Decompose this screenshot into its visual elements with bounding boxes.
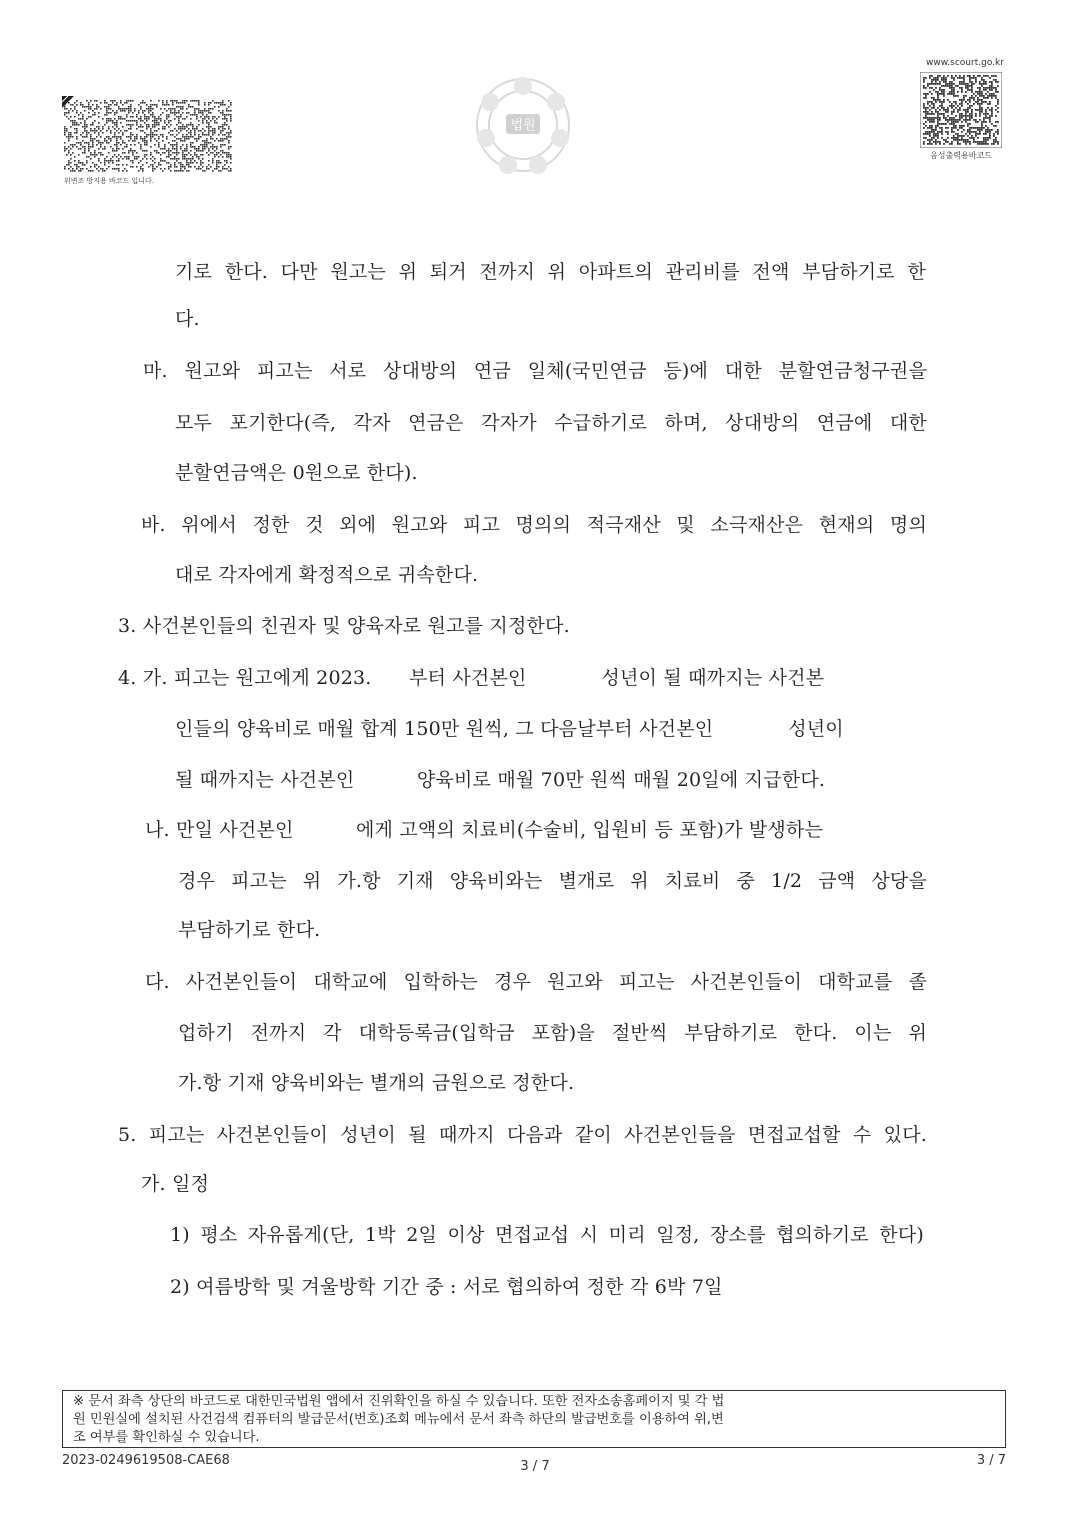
text-line: 경우 피고는 위 가.항 기재 양육비와는 별개로 위 치료비 중 1/2 금액 상당을 bbox=[178, 870, 927, 892]
notice-line: 원 민원실에 설치된 사건검색 컴퓨터의 발급문서(번호)조회 메뉴에서 문서 좌측 하단의 발급번호를 이용하여 위,변 bbox=[73, 1412, 724, 1427]
page-number-right: 3 / 7 bbox=[976, 1453, 1006, 1468]
text-line: 가. 일정 bbox=[141, 1173, 210, 1195]
notice-line: ※ 문서 좌측 상단의 바코드로 대한민국법원 앱에서 진위확인을 하실 수 있습니다. 또한 전자소송홈페이지 및 각 법 bbox=[73, 1394, 725, 1409]
text-line: 분할연금액은 0원으로 한다). bbox=[175, 462, 418, 484]
svg-text:법원: 법원 bbox=[510, 118, 536, 133]
text-line: 마. 원고와 피고는 서로 상대방의 연금 일체(국민연금 등)에 대한 분할연금청구권을 bbox=[143, 360, 927, 382]
court-seal-logo bbox=[470, 72, 576, 178]
text-line: 바. 위에서 정한 것 외에 원고와 피고 명의의 적극재산 및 소극재산은 현재의 명의 bbox=[141, 514, 927, 536]
issue-number: 2023-0249619508-CAE68 bbox=[62, 1453, 230, 1468]
text-line: 업하기 전까지 각 대학등록금(입학금 포함)을 절반씩 부담하기로 한다. 이는 위 bbox=[178, 1022, 927, 1044]
text-line: 부담하기로 한다. bbox=[178, 919, 321, 941]
barcode-caption: 위변조 방지용 바코드 입니다. bbox=[64, 177, 155, 185]
text-line: 다. 사건본인들이 대학교에 입학하는 경우 원고와 피고는 사건본인들이 대학교를 졸 bbox=[145, 971, 927, 993]
text-line: 나. 만일 사건본인 에게 고액의 치료비(수술비, 입원비 등 포함)가 발생하는 bbox=[145, 819, 824, 841]
text-line: 모두 포기한다(즉, 각자 연금은 각자가 수급하기로 하며, 상대방의 연금에 대한 bbox=[175, 412, 927, 434]
text-line: 인들의 양육비로 매월 합계 150만 원씩, 그 다음날부터 사건본인 성년이 bbox=[175, 718, 844, 740]
text-line: 2) 여름방학 및 겨울방학 기간 중 : 서로 협의하여 정한 각 6박 7일 bbox=[170, 1276, 723, 1298]
text-line: 다. bbox=[175, 308, 200, 330]
text-line: 4. 가. 피고는 원고에게 2023. 부터 사건본인 성년이 될 때까지는 사건본 bbox=[118, 667, 825, 689]
text-line: 될 때까지는 사건본인 양육비로 매월 70만 원씩 매월 20일에 지급한다. bbox=[175, 769, 826, 791]
text-line: 기로 한다. 다만 원고는 위 퇴거 전까지 위 아파트의 관리비를 전액 부담하기로 한 bbox=[175, 261, 926, 283]
verification-notice bbox=[62, 1390, 1006, 1448]
text-line: 1) 평소 자유롭게(단, 1박 2일 이상 면접교섭 시 미리 일정, 장소를 협의하기로 한다) bbox=[170, 1224, 924, 1246]
text-line: 가.항 기재 양육비와는 별개의 금원으로 정한다. bbox=[178, 1072, 575, 1094]
qr-caption: 음성출력용바코드 bbox=[930, 151, 992, 160]
anti-forgery-barcode bbox=[62, 96, 234, 174]
text-line: 5. 피고는 사건본인들이 성년이 될 때까지 다음과 같이 사건본인들을 면접교섭할 수 있다. bbox=[118, 1124, 927, 1146]
notice-line: 조 여부를 확인하실 수 있습니다. bbox=[73, 1430, 260, 1445]
text-line: 대로 각자에게 확정적으로 귀속한다. bbox=[175, 564, 479, 586]
qr-code bbox=[920, 72, 1002, 148]
text-line: 3. 사건본인들의 친권자 및 양육자로 원고를 지정한다. bbox=[118, 615, 570, 637]
site-url: www.scourt.go.kr bbox=[926, 58, 1004, 68]
page-number-center: 3 / 7 bbox=[520, 1459, 550, 1474]
